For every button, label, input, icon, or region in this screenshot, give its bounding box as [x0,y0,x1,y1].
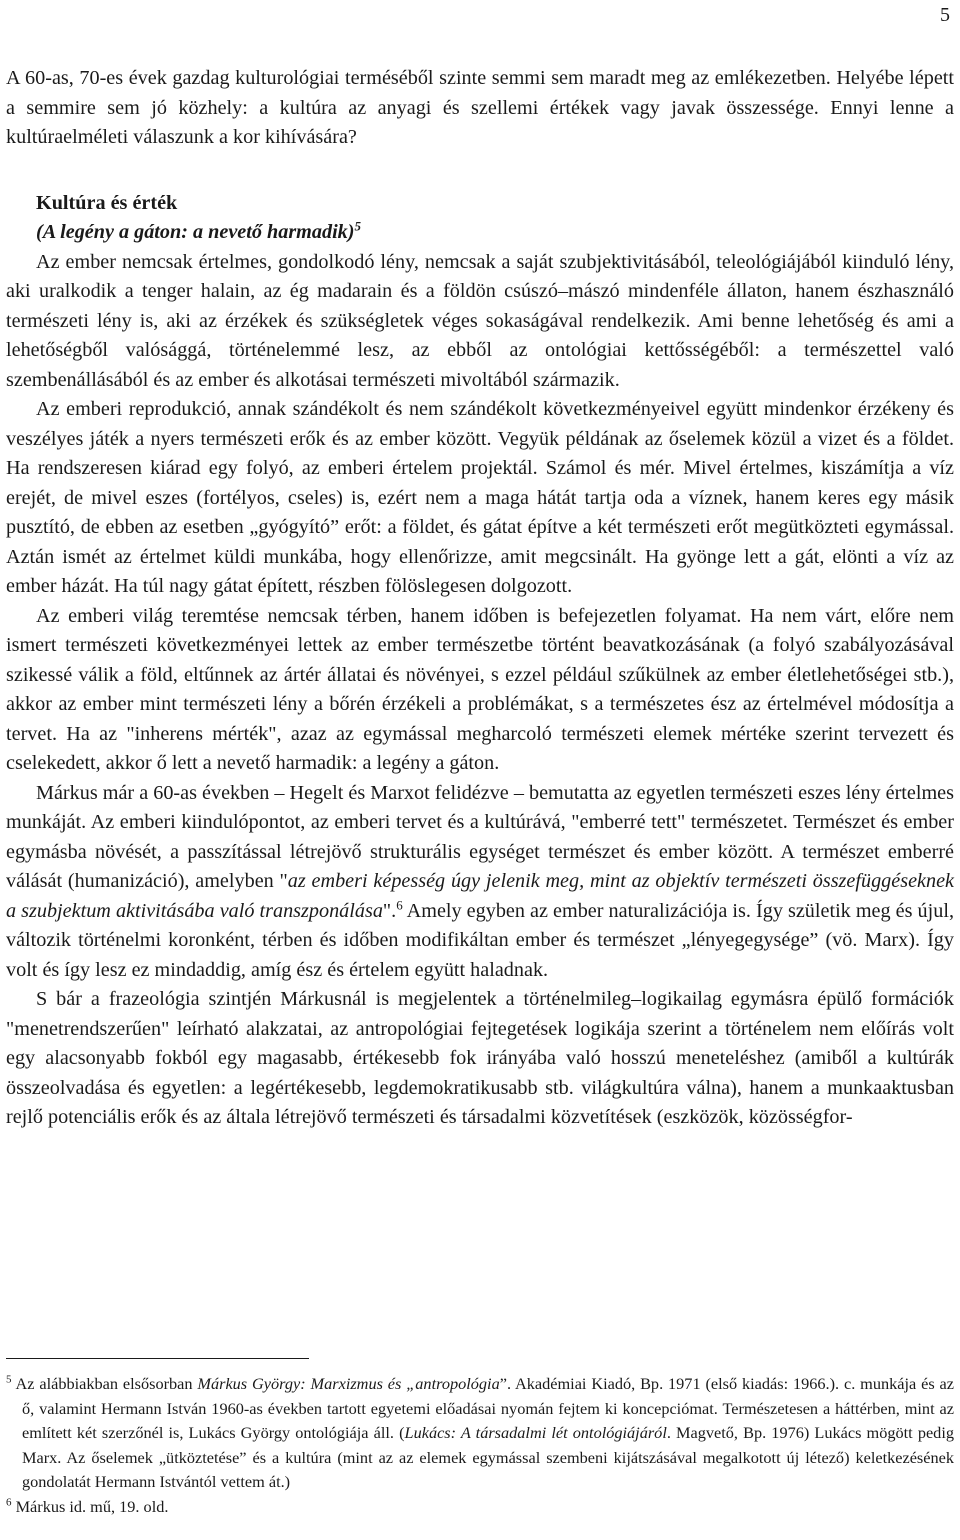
footnote-text: Márkus id. mű, 19. old. [11,1496,169,1516]
footnote-text: Az alábbiakban elsősorban [11,1374,198,1393]
footnote-6 [6,1495,954,1520]
footnote-ref-6: 6 [396,896,403,912]
footnote-number: 6 [6,1496,12,1509]
citation-markus: Márkus György: Marxizmus és „antropológia [197,1374,500,1393]
intro-paragraph: A 60-as, 70-es évek gazdag kulturológiai terméséből szinte semmi sem maradt meg az emlékezetben. Helyébe lépett a semmire sem jó közhely: a kultúra az anyagi és szellemi értékek vagy javak összessége. Ennyi lenne a kultúraelméleti válaszunk a kor kihívására? [6,67,954,148]
paragraph-3: Az emberi világ teremtése nemcsak térben, hanem időben is befejezetlen folyamat. Ha nem várt, előre nem ismert természeti következményei lettek az ember természetbe történt beavatkozásának (a folyó szabályozásával szikessé válik a föld, eltűnnek az ártér állatai és növényei, s ezzel például szűkülnek az ember életlehetőségei stb.), akkor az ember mint természeti lény a bőrén érzékeli a problémákat, s a természetes ész az értelmével módosítja a tervet. Ha az "inherens mérték", azaz az egymással megharcoló természeti elemek mértéke szerint tervezett és cselekedett, akkor ő lett a nevető harmadik: a legény a gáton. [6,604,954,774]
section-subtitle [36,218,954,248]
footnote-ref-5: 5 [354,218,361,234]
citation-lukacs: Lukács: A társadalmi lét ontológiájáról [404,1423,667,1442]
quote-close: ". [382,899,397,922]
paragraph-4 [6,779,954,986]
footnote-text: . Magvető, Bp. 1976) Lukács mögött pedig Marx. Az őselemek „ütköztetése” és a kultúra (mint az az elemek egymással szembeni kijátszásával megalkotott új létező) keletkezésének gondolatát Hermann Istvántól vettem át.) [22,1423,954,1491]
section-title: Kultúra és érték [36,191,178,214]
paragraph-5: S bár a frazeológia szintjén Márkusnál is megjelentek a történelmileg–logikailag egymásra épülő formációk "menetrendszerűen" leírható alakzatai, az antropológiai fejtegetések logikája szerint a történelem nem előírás volt egy alacsonyabb fokból egy magasabb, értékesebb fok irányába való hosszú meneteléshez (amiből a kultúrák összeolvadása és egyetlen: a legértékesebb, legdemokratikusabb stb. világkultúra válna), hanem a munkaaktusban rejlő potenciális erők és az általa létrejövő természeti és társadalmi közvetítések (eszközök, közösségfor- [6,988,954,1128]
section-heading [6,189,954,248]
footnote-5 [6,1372,954,1495]
section-subtitle-text: (A legény a gáton: a nevető harmadik) [36,221,355,243]
paragraph-4-start: Márkus már a 60-as években – Hegelt és Marxot felidézve – bemutatta az egyetlen természeti eszes lény értelmes munkáját. Az emberi kiindulópontot, az emberi tervet és a kultúrává, "emberré tett" természetet. Természet és ember egymásba növését, a passzítással létrejövő strukturális egységet természet és ember között. A természet emberré válását (humanizáció), amelyben " [6,781,954,892]
page-number: 5 [940,4,950,26]
footnote-separator [6,1358,309,1359]
paragraph-2: Az emberi reprodukció, annak szándékolt és nem szándékolt következményeivel együtt mindenkor érzékeny és veszélyes játék a nyers természeti erők és az ember között. Vegyük példának az őselemek közül a vizet és a földet. Ha rendszeresen kiárad egy folyó, az emberi értelem projektál. Számol és mér. Mivel értelmes, kiszámítja a víz erejét, de mivel eszes (fortélyos, cseles) is, ezért nem a maga hátát tartja oda a víznek, hanem keres egy másik pusztító, de ebben az esetben „gyógyító” erőt: a földet, és gátat építve a két természeti erőt megütközteti egymással. Aztán ismét az értelmet küldi munkába, hogy ellenőrizze, amit megcsinált. Ha gyönge lett a gát, elönti a víz az ember házát. Ha túl nagy gátat épített, részben fölöslegesen dolgozott. [6,398,954,597]
footnote-number: 5 [6,1373,12,1386]
footnotes [6,1372,954,1519]
paragraph-4-end: Amely egyben az ember naturalizációja is. Így születik meg és újul, változik történelmi koronként, térben és időben modifikáltan ember és természet „lényegegysége” (vö. Marx). Így volt és így lesz ez mindaddig, amíg ész és értelem együtt haladnak. [6,899,955,981]
main-text [6,64,954,1133]
paragraph-1: Az ember nemcsak értelmes, gondolkodó lény, nemcsak a saját szubjektivitásából, teleológiájából kiinduló lény, aki uralkodik a tenger halain, az ég madarain és a földön csúszó–mászó mindenféle állaton, hanem észhasználó természeti lény is, aki az érzékek és szükségletek véges sokaságával rendelkezik. Ami benne lehetőség és ami a lehetőségből valósággá, történelemmé lesz, az ebből az ontológiai kettősségéből: a természettel való szembenállásából és az ember és alkotásai természeti mivoltából származik. [6,250,954,391]
marx-quote: az emberi képesség úgy jelenik meg, mint az objektív természeti összefüggéseknek a szubjektum aktivitásába való transzponálása [6,870,955,922]
footnote-text: ”. Akadémiai Kiadó, Bp. 1971 (első kiadás: 1966.). c. munkája és az ő, valamint Hermann István 1960-as években tartott egyetemi előadásai nyomán fejtem ki koncepciómat. Természetesen a háttérben, mint az említett két szerzőnél is, Lukács György ontológiája áll. ( [22,1374,955,1442]
